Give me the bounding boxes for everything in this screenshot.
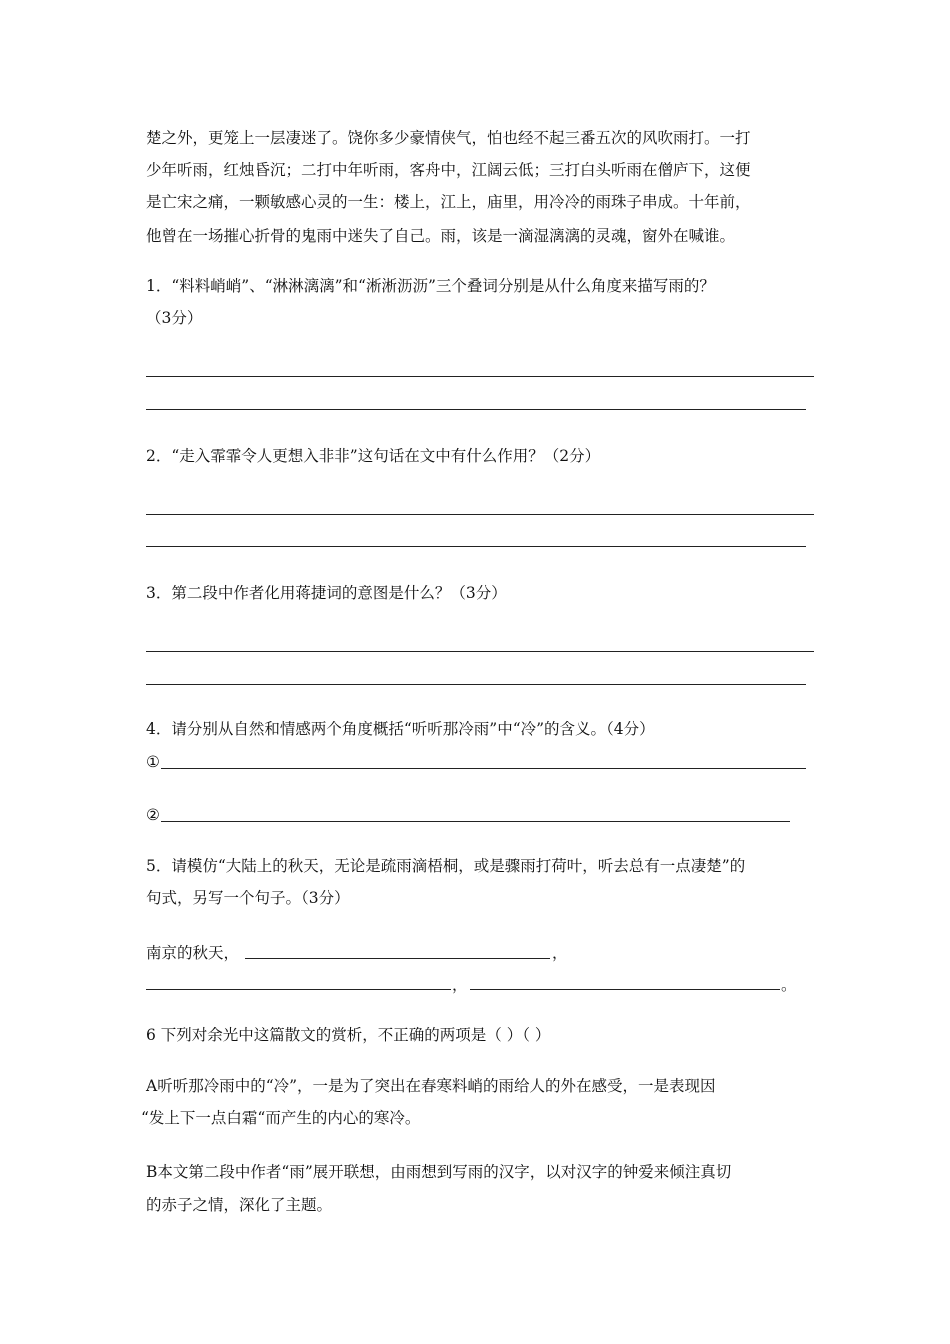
answer-line-1a[interactable] [146, 376, 814, 377]
period: 。 [781, 976, 797, 994]
question-1-score: （3分） [146, 309, 203, 327]
sentence-lead: 南京的秋天， [146, 944, 240, 962]
answer-line-4b[interactable] [161, 821, 790, 822]
fill-blank-1[interactable] [245, 958, 550, 959]
passage-line: 楚之外，更笼上一层凄迷了。饶你多少豪情侠气，怕也经不起三番五次的风吹雨打。一打 [146, 129, 751, 147]
option-b-line: 的赤子之情，深化了主题。 [146, 1196, 333, 1214]
question-6-text: 6 下列对余光中这篇散文的赏析，不正确的两项是（ ）（ ） [146, 1026, 551, 1044]
passage-line: 少年听雨，红烛昏沉；二打中年听雨，客舟中，江阔云低；三打白头听雨在僧庐下，这便 [146, 161, 751, 179]
question-3-text: 3．第二段中作者化用蒋捷词的意图是什么？（3分） [146, 584, 507, 602]
answer-line-4a[interactable] [161, 768, 806, 769]
question-4-text: 4．请分别从自然和情感两个角度概括“听听那冷雨”中“冷”的含义。（4分） [146, 720, 655, 738]
fill-blank-3[interactable] [470, 989, 780, 990]
fill-blank-2[interactable] [146, 989, 451, 990]
answer-line-1b[interactable] [146, 409, 806, 410]
option-b-line: B本文第二段中作者“雨”展开联想，由雨想到写雨的汉字，以对汉字的钟爱来倾注真切 [146, 1163, 732, 1181]
comma-2: ， [452, 976, 468, 994]
question-5-text-cont: 句式，另写一个句子。（3分） [146, 889, 350, 907]
passage-line: 是亡宋之痛，一颗敏感心灵的一生：楼上，江上，庙里，用冷冷的雨珠子串成。十年前， [146, 193, 751, 211]
comma-1: ， [552, 944, 568, 962]
answer-mark-1: ① [146, 753, 160, 771]
answer-mark-2: ② [146, 806, 160, 824]
question-2-text: 2．“走入霏霏令人更想入非非”这句话在文中有什么作用？（2分） [146, 447, 601, 465]
question-1-text: 1．“料料峭峭”、“淋淋漓漓”和“淅淅沥沥”三个叠词分别是从什么角度来描写雨的？ [146, 277, 715, 295]
passage-line: 他曾在一场摧心折骨的鬼雨中迷失了自己。雨，该是一滴湿漓漓的灵魂，窗外在喊谁。 [146, 227, 736, 245]
answer-line-3b[interactable] [146, 684, 806, 685]
option-a-line: “发上下一点白霜“而产生的内心的寒冷。 [141, 1109, 421, 1127]
option-a-line: A听听那冷雨中的“冷”，一是为了突出在春寒料峭的雨给人的外在感受，一是表现因 [146, 1077, 716, 1095]
answer-line-3a[interactable] [146, 651, 814, 652]
answer-line-2a[interactable] [146, 514, 814, 515]
question-5-text: 5．请模仿“大陆上的秋天，无论是疏雨滴梧桐，或是骤雨打荷叶，听去总有一点凄楚”的 [146, 857, 746, 875]
answer-line-2b[interactable] [146, 546, 806, 547]
